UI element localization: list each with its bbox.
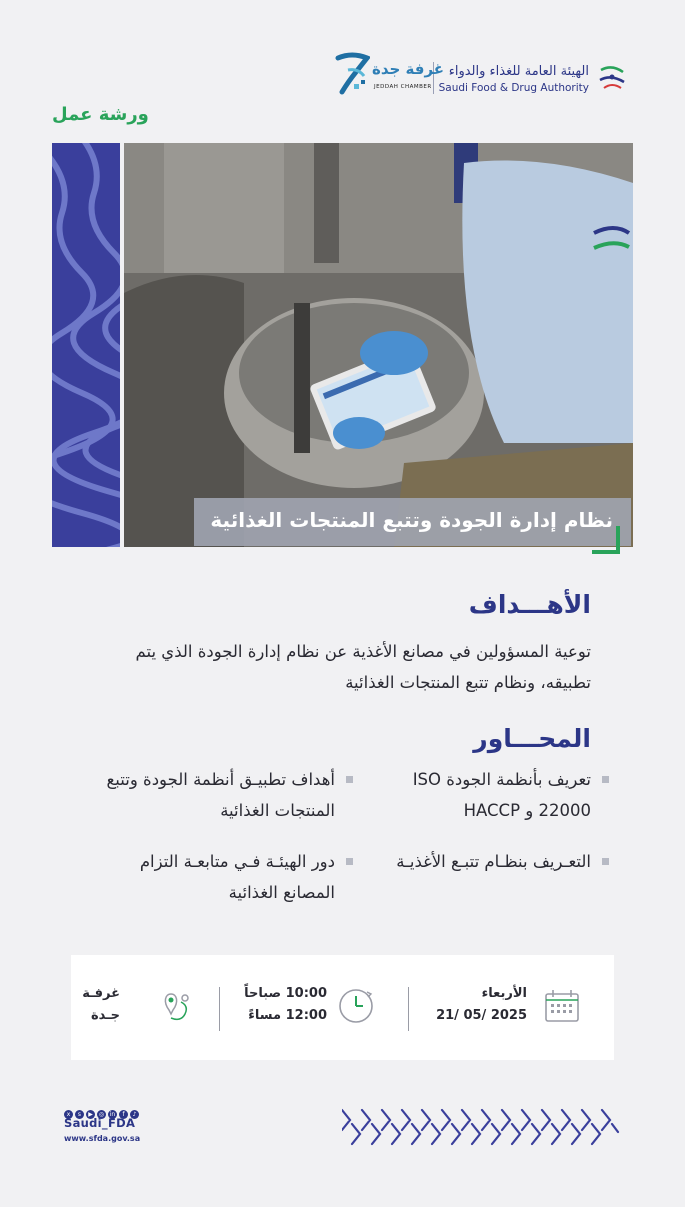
instagram-icon[interactable]: ◎ <box>98 1111 105 1118</box>
goals-title: الأهـــداف <box>468 590 591 619</box>
bullet-icon <box>346 858 353 865</box>
location-pin-icon <box>161 988 193 1026</box>
tiktok-icon[interactable]: ♪ <box>130 1110 139 1119</box>
axis-item <box>361 846 591 877</box>
sfda-name-en: Saudi Food & Drug Authority <box>438 82 589 94</box>
jeddah-chamber-name-en: JEDDAH CHAMBER <box>374 84 432 90</box>
venue-line2: جـدة <box>91 1008 120 1023</box>
youtube-icon[interactable]: ▶ <box>86 1110 95 1119</box>
bullet-icon <box>602 776 609 783</box>
sfda-name-ar: الهيئة العامة للغذاء والدواء <box>448 64 589 79</box>
hero-caption: نظام إدارة الجودة وتتبع المنتجات الغذائية <box>194 498 631 546</box>
axis-item-text: أهداف تطبيـق أنظمة الجودة وتتبع المنتجات الغذائية <box>106 770 335 820</box>
jeddah-chamber-name-ar: غرفة جدة <box>372 60 445 78</box>
hero-photo <box>124 143 633 547</box>
event-start-time: 10:00 صباحاً <box>244 986 327 1001</box>
bullet-icon <box>346 776 353 783</box>
axis-item-text: تعريف بأنظمة الجودة ISO 22000 و HACCP <box>412 770 591 820</box>
sfda-emblem-icon <box>595 60 629 94</box>
calendar-icon <box>544 989 580 1023</box>
axes-title: المحـــاور <box>473 724 591 753</box>
venue-line1: غرفـة <box>82 986 120 1001</box>
x-icon[interactable]: x <box>64 1110 73 1119</box>
clock-icon <box>337 987 375 1025</box>
jeddah-chamber-logo <box>334 48 445 100</box>
axis-item-text: التعـريف بنظـام تتبـع الأغذيـة <box>396 852 591 871</box>
bullet-icon <box>602 858 609 865</box>
event-info-card <box>71 955 614 1060</box>
event-day: الأربعاء <box>481 986 527 1001</box>
social-handle[interactable]: Saudi_FDA <box>64 1116 136 1130</box>
axis-item-text: دور الهيئـة فـي متابعـة التزام المصانع الغذائية <box>139 852 335 902</box>
event-date: 2025 /05 /21 <box>436 1008 527 1023</box>
facebook-icon[interactable]: f <box>119 1110 128 1119</box>
info-divider <box>408 987 409 1031</box>
snapchat-icon[interactable]: s <box>75 1110 84 1119</box>
goals-body: توعية المسؤولين في مصانع الأغذية عن نظام إدارة الجودة الذي يتم تطبيقه، ونظام تتبع المنتجات الغذائية <box>135 642 591 692</box>
event-end-time: 12:00 مساءً <box>248 1008 327 1023</box>
axis-item <box>90 764 335 826</box>
jeddah-chamber-emblem-icon <box>334 52 370 96</box>
caption-corner-accent <box>592 526 620 554</box>
info-divider <box>219 987 220 1031</box>
footer-decorative-pattern <box>172 1106 622 1146</box>
axis-item <box>90 846 335 908</box>
linkedin-icon[interactable]: in <box>109 1111 116 1118</box>
website-link[interactable]: www.sfda.gov.sa <box>64 1134 141 1143</box>
axis-item <box>361 764 591 826</box>
decorative-pattern-strip <box>52 143 120 547</box>
workshop-label: ورشة عمل <box>52 104 149 125</box>
